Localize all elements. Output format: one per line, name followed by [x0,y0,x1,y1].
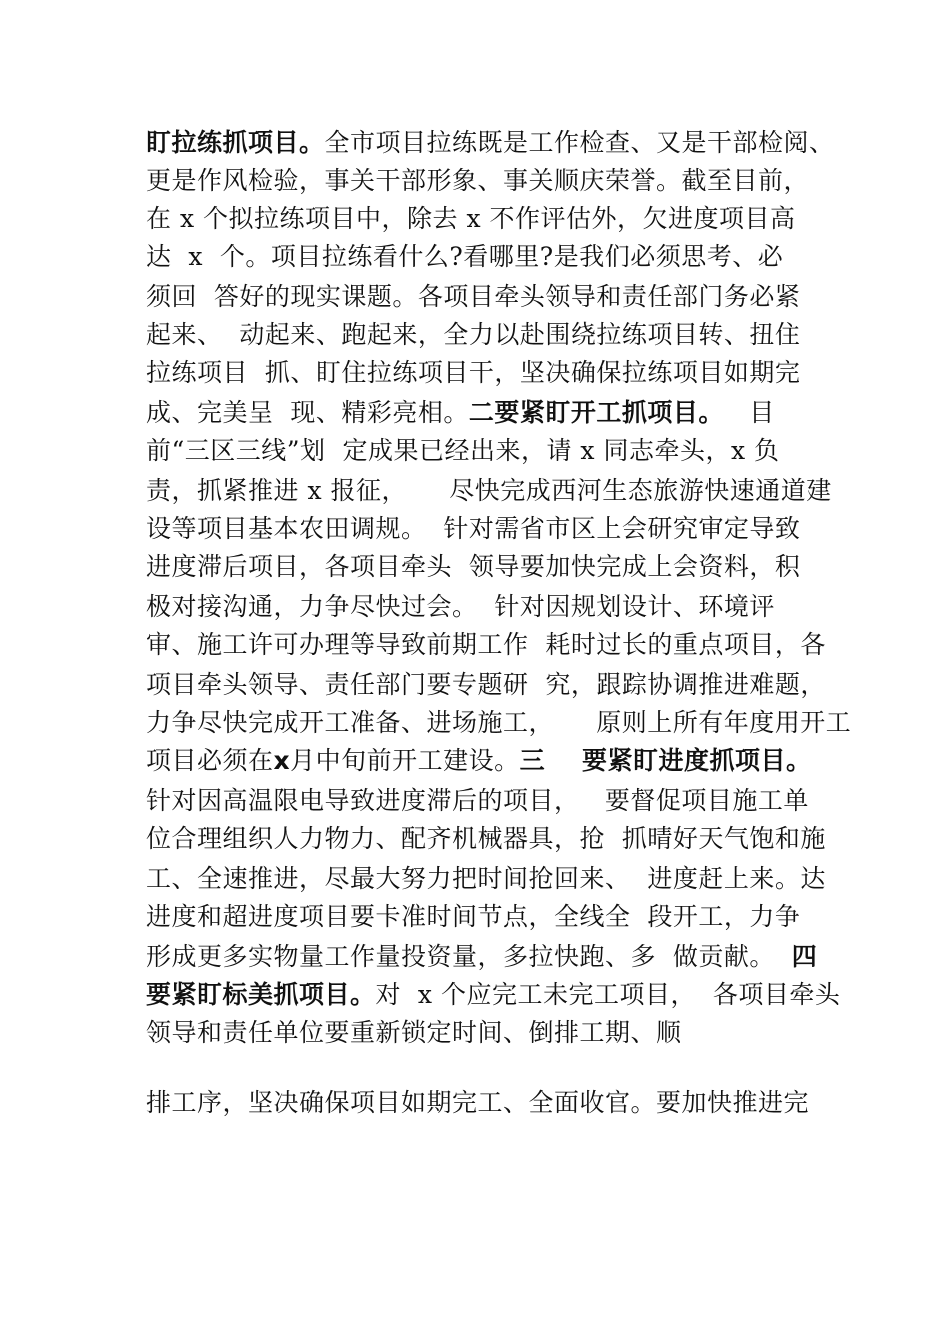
text-line [146,706,852,740]
text-line [146,784,826,818]
body-text: 项目牵头领导、责任部门要专题研 究，跟踪协调推进难题， [146,670,826,699]
text-line [146,474,832,508]
text-line [146,396,826,430]
body-text: 项目必须在 [146,746,274,775]
body-text: 排工序，坚决确保项目如期完工、全面收官。要加快推进完 [146,1088,810,1117]
body-text: 极对接沟通，力争尽快过会。 针对因规划设计、环境评 [146,592,775,621]
text-line [146,822,826,856]
body-text: 进度滞后项目，各项目牵头 领导要加快完成上会资料，积 [146,552,801,581]
body-text: 成、完美呈 现、精彩亮相。 [146,398,469,427]
text-line [146,164,826,198]
text-line [146,862,826,896]
text-line [146,240,826,274]
text-line [146,1016,826,1050]
text-line [146,356,826,390]
text-line [146,940,826,974]
body-text: 进度和超进度项目要卡准时间节点，全线全 段开工，力争 [146,902,801,931]
body-text: 形成更多实物量工作量投资量，多拉快跑、多 做贡献。 [146,942,792,971]
text-line [146,550,826,584]
text-line [146,434,826,468]
body-text: 全市项目拉练既是工作检查、又是干部检阅、 [324,128,835,157]
body-text: 在 x 个拟拉练项目中，除去 x 不作评估外，欠进度项目高 [146,204,796,233]
body-text: 位合理组织人力物力、配齐机械器具，抢 抓晴好天气饱和施 [146,824,826,853]
text-line [146,202,826,236]
body-text: 领导和责任单位要重新锁定时间、倒排工期、顺 [146,1018,682,1047]
body-text: 设等项目基本农田调规。 针对需省市区上会研究审定导致 [146,514,801,543]
body-text: 审、施工许可办理等导致前期工作 耗时过长的重点项目，各 [146,630,826,659]
body-text: 拉练项目 抓、盯住拉练项目干，坚决确保拉练项目如期完 [146,358,801,387]
text-line [146,512,826,546]
text-line [146,744,826,778]
text-line [146,1086,826,1120]
text-line [146,126,835,160]
bold-heading-text: 盯拉练抓项目。 [146,128,325,157]
text-line [146,590,826,624]
body-text: 目 [723,398,775,427]
body-text: 起来、 动起来、跑起来，全力以赴围绕拉练项目转、扭住 [146,320,801,349]
bold-heading-text: 三 要紧盯进度抓项目。 [519,746,812,775]
bold-heading-text: 四 [791,942,818,971]
body-text: 更是作风检验，事关干部形象、事关顺庆荣誉。截至目前， [146,166,810,195]
text-line [146,668,826,702]
bold-heading-text: x [273,746,291,775]
body-text: 前“三区三线”划 定成果已经出来，请 x 同志牵头，x 负 [146,436,780,465]
body-text: 对 x 个应完工未完工项目， 各项目牵头 [375,980,841,1009]
bold-heading-text: 要紧盯标美抓项目。 [146,980,376,1009]
text-line [146,280,826,314]
text-line [146,628,826,662]
body-text: 力争尽快完成开工准备、进场施工， 原则上所有年度用开工 [146,708,852,737]
text-line [146,978,841,1012]
bold-heading-text: 二要紧盯开工抓项目。 [468,398,724,427]
text-line [146,318,826,352]
body-text: 月中旬前开工建设。 [290,746,520,775]
body-text: 针对因高温限电导致进度滞后的项目， 要督促项目施工单 [146,786,809,815]
text-line [146,900,826,934]
body-text: 须回 答好的现实课题。各项目牵头领导和责任部门务必紧 [146,282,801,311]
body-text: 责，抓紧推进 x 报征， 尽快完成西河生态旅游快速通道建 [146,476,832,505]
body-text: 工、全速推进，尽最大努力把时间抢回来、 进度赶上来。达 [146,864,826,893]
body-text: 达 x 个。项目拉练看什么?看哪里?是我们必须思考、必 [146,242,784,271]
